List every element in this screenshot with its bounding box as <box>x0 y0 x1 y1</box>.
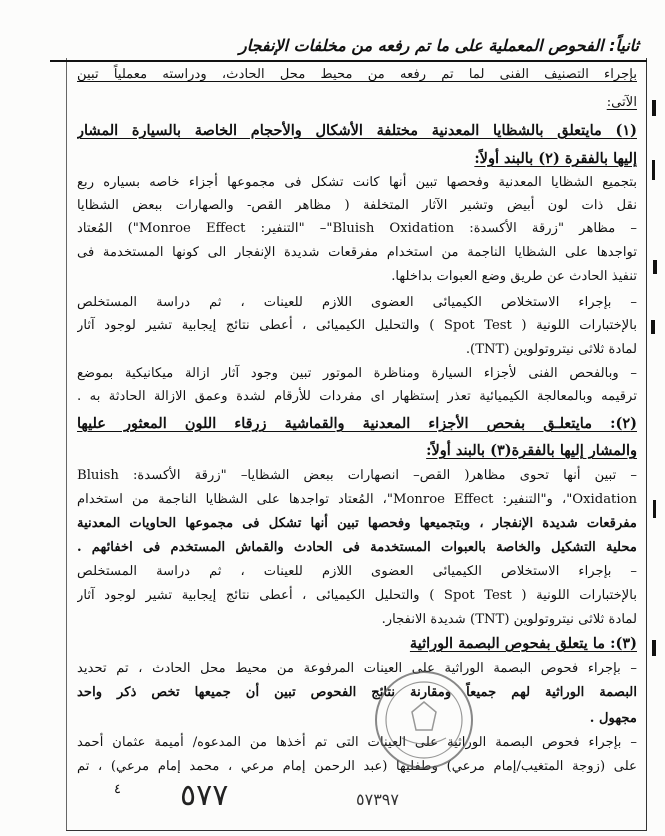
section2-heading: (٢): مايتعلـق بفحص الأجزاء المعدنية والقماشية زرقاء اللون المعثور عليها <box>77 415 637 432</box>
scan-mark <box>651 320 655 334</box>
section1-line: تواجدها على الشظايا الناجمة من استخدام مفرقعات شديدة الإنفجار الى كونها المستخدمة فى <box>77 245 637 260</box>
section3-line: البصمة الوراثية لهم جميعاً ومقارنة نتائج الفحوص تبين أن جميعها تخص ذكر واحد <box>77 685 637 700</box>
section2-line: – تبين أنها تحوى مظاهر( القص– انصهارات ببعض الشظايا– "زرقة الأكسدة: Bluish <box>77 468 637 483</box>
section2-line: مفرقعات شديدة الإنفجار ، وبتجميعها وفحصها تبين أنها تشكل فى مجموعها الحاويات المعدنية <box>77 516 637 531</box>
section1-line: ترقيمه وبالمعالجة الكيميائية تعذر إستظهار اى مفردات للأرقام لشدة وعمق الازالة الحادثة به . <box>77 389 637 404</box>
page-frame-left <box>66 58 67 830</box>
scan-mark <box>653 260 657 274</box>
page-title: ثانياً: الفحوص المعملية على ما تم رفعه من مخلفات الإنفجار <box>238 36 639 55</box>
section3-line: مجهول . <box>589 711 637 726</box>
section3-line: على (زوجة المتغيب/إمام مرعي) وطفليها (عبد الرحمن إمام مرعي ، محمد إمام مرعي) ، تم <box>77 759 637 774</box>
section3-line: – بإجراء فحوص البصمة الوراثية على العينات التى تم أخذها من المدعوه/ أميمة عثمان أحمد <box>77 735 637 750</box>
section1-line: – بإجراء الاستخلاص الكيميائى العضوى اللازم للعينات ، ثم دراسة المستخلص <box>77 295 637 310</box>
handwritten-number: ٥٧٧ <box>180 778 229 813</box>
section3-heading: (٣): ما يتعلق بفحوص البصمة الوراثية <box>409 635 637 652</box>
section3-line: – بإجراء فحوص البصمة الوراثية على العينات المرفوعة من محيط محل الحادث ، تم تحديد <box>77 661 637 676</box>
section1-line: – وبالفحص الفنى لأجزاء السيارة ومناظرة الموتور تبين وجود آثار ازالة ميكانيكية بموضع <box>77 366 637 381</box>
section2-line: – بإجراء الاستخلاص الكيميائى العضوى اللازم للعينات ، ثم دراسة المستخلص <box>77 564 637 579</box>
section2-line: محلية التشكيل والخاصة بالعبوات المستخدمة فى الحادث والقماش المستخدم فى اخفائهم . <box>77 540 637 555</box>
scan-mark <box>652 160 655 180</box>
intro-line: بإجراء التصنيف الفنى لما تم رفعه من محيط محل الحادث، ودراسته معملياً تبين <box>77 67 637 82</box>
official-stamp <box>372 668 476 772</box>
section1-line: – مظاهر "زرقة الأكسدة: Bluish Oxidation"– "التنفير: Monroe Effect") المُعتاد <box>77 221 637 236</box>
section2-heading: والمشار إليها بالفقرة(٣) بالبند أولاً: <box>426 442 637 459</box>
section2-line: بالإختبارات اللونية ( Spot Test ) والتحليل الكيميائى ، أعطى نتائج إيجابية تشير لوجود آثار <box>77 588 637 603</box>
section1-heading: إليها بالفقرة (٢) بالبند أولاً: <box>474 150 637 167</box>
page-number: ٤ <box>114 782 121 797</box>
scan-mark <box>653 500 656 518</box>
section2-line: لمادة ثلاثى نيتروتولوين (TNT) شديدة الانفجار. <box>381 612 637 627</box>
section1-line: لمادة ثلاثى نيتروتولوين (TNT). <box>465 342 637 357</box>
section2-line: Oxidation"، و"التنفير: Monroe Effect"، المُعتاد تواجدها على الشظايا الناجمة من استخدام <box>77 492 637 507</box>
scan-mark <box>652 640 656 656</box>
section1-heading: (١) مايتعلق بالشظايا المعدنية مختلفة الأشكال والأحجام الخاصة بالسيارة المشار <box>77 122 637 139</box>
section1-line: بالإختبارات اللونية ( Spot Test ) والتحليل الكيميائى ، أعطى نتائج إيجابية تشير لوجود آثار <box>77 318 637 333</box>
scan-mark <box>652 100 656 116</box>
handwritten-number-small: ٥٧٣٩٧ <box>356 790 399 809</box>
title-divider <box>50 60 647 62</box>
section1-line: تنفيذ الحادث عن طريق وضع العبوات بداخلها. <box>391 269 637 284</box>
section1-line: نقل ذات لون أبيض وتشير الآثار المتخلفة ( مظاهر القص- والصهارات ببعض الشظايا <box>77 198 637 213</box>
section1-line: بتجميع الشظايا المعدنية وفحصها تبين أنها كانت تشكل فى مجموعها أجزاء خاصه بسياره ربع <box>77 175 637 190</box>
intro-line: الآتى: <box>606 95 637 110</box>
